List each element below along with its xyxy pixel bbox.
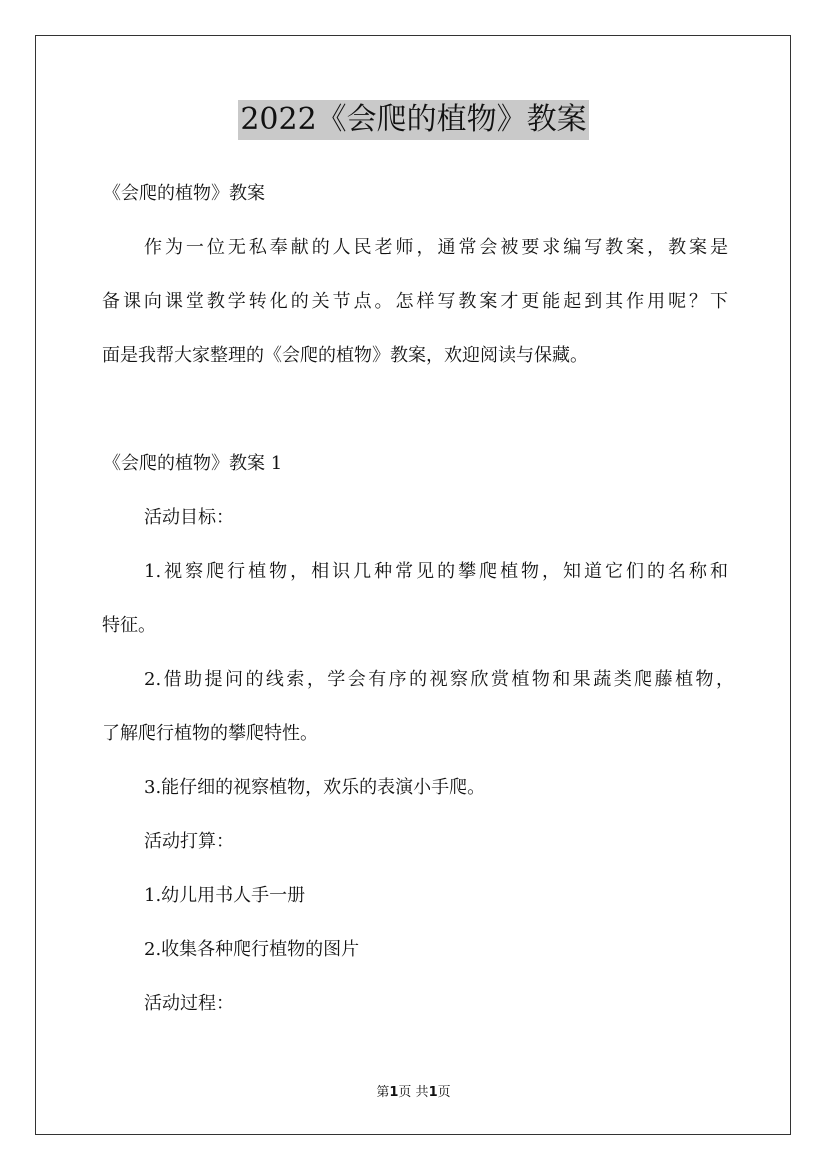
- footer-prefix: 第: [376, 1085, 390, 1100]
- footer-mid: 页 共: [398, 1085, 429, 1100]
- goal2-line-1: 2.借助提问的线索，学会有序的视察欣赏植物和果蔬类爬藤植物，: [144, 669, 734, 690]
- section1-title: 《会爬的植物》教案 1: [103, 453, 283, 474]
- footer-page-number: 1: [389, 1085, 399, 1100]
- title-wrap: [0, 100, 827, 140]
- document-title: 2022《会爬的植物》教案: [238, 100, 588, 140]
- goal2-line-2: 了解爬行植物的攀爬特性。: [102, 723, 318, 744]
- intro-line-3: 面是我帮大家整理的《会爬的植物》教案，欢迎阅读与保藏。: [102, 345, 588, 366]
- intro-line-1: 作为一位无私奉献的人民老师，通常会被要求编写教案，教案是: [144, 237, 728, 258]
- subtitle: 《会爬的植物》教案: [103, 183, 265, 204]
- prep-heading: 活动打算：: [144, 831, 234, 852]
- footer-suffix: 页: [437, 1085, 451, 1100]
- goal1-line-1: 1.视察爬行植物，相识几种常见的攀爬植物，知道它们的名称和: [144, 561, 728, 582]
- goal3: 3.能仔细的视察植物，欢乐的表演小手爬。: [144, 777, 486, 798]
- goal1-line-2: 特征。: [102, 615, 156, 636]
- prep-item-2: 2.收集各种爬行植物的图片: [144, 939, 360, 960]
- footer-total-pages: 1: [428, 1085, 438, 1100]
- prep-item-1: 1.幼儿用书人手一册: [144, 885, 306, 906]
- process-heading: 活动过程：: [144, 993, 234, 1014]
- page-footer: [0, 1084, 827, 1102]
- goals-heading: 活动目标：: [144, 507, 234, 528]
- intro-line-2: 备课向课堂教学转化的关节点。怎样写教案才更能起到其作用呢？下: [102, 291, 728, 312]
